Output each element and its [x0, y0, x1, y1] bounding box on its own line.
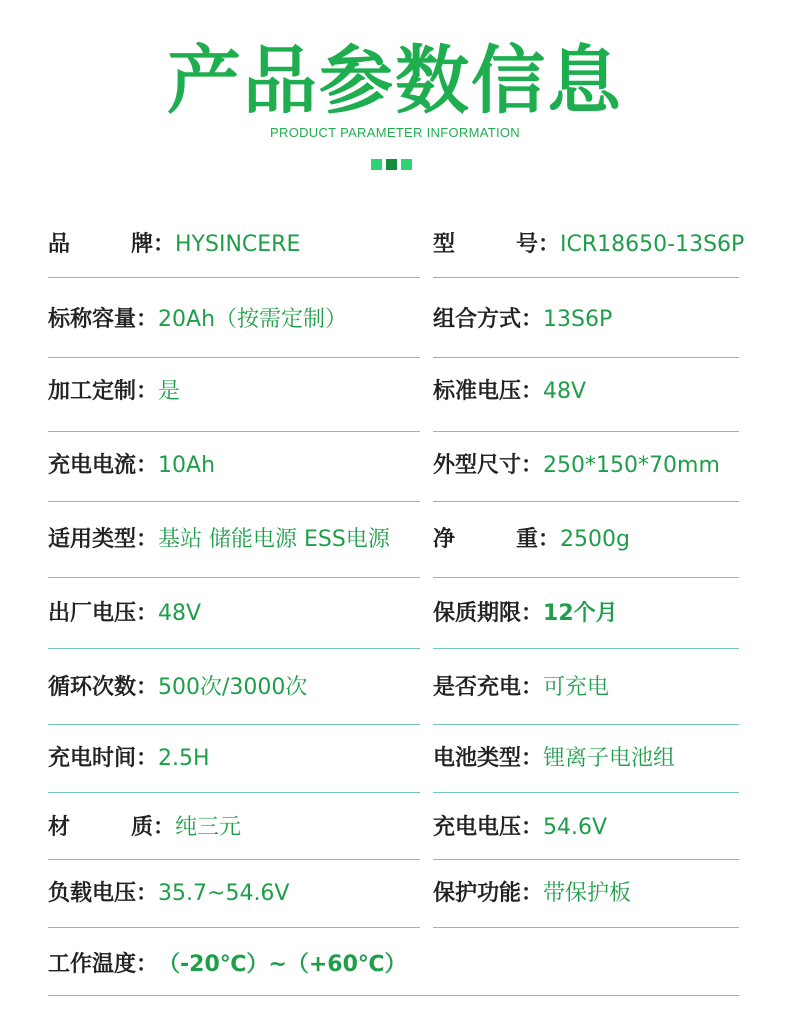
spec-label: 充电电流	[48, 453, 137, 478]
row-divider	[433, 431, 739, 432]
row-divider	[433, 357, 739, 358]
spec-colon: ：	[521, 675, 544, 700]
spec-item	[433, 304, 612, 336]
spec-label: 标准电压	[433, 379, 522, 404]
row-divider	[48, 792, 420, 793]
row-divider	[433, 927, 739, 928]
spec-label: 循环次数	[48, 675, 137, 700]
row-divider	[48, 501, 420, 502]
spec-item	[433, 229, 744, 261]
spec-item	[433, 743, 675, 775]
spec-label: 型 号	[433, 232, 538, 257]
spec-item	[48, 229, 300, 261]
spec-value: 20Ah（按需定制）	[158, 307, 348, 332]
spec-value: 纯三元	[175, 815, 242, 840]
spec-label: 保质期限	[433, 601, 522, 626]
spec-item	[433, 878, 631, 910]
spec-colon: ：	[136, 952, 159, 977]
spec-value: 10Ah	[158, 453, 216, 478]
row-divider	[48, 859, 420, 860]
spec-colon: ：	[521, 453, 544, 478]
spec-colon: ：	[136, 379, 159, 404]
spec-value: （-20℃）~（+60℃）	[158, 952, 407, 977]
spec-item	[48, 672, 307, 704]
spec-item	[48, 878, 289, 910]
spec-value: 48V	[158, 601, 202, 626]
spec-value: 13S6P	[543, 307, 613, 332]
spec-item	[433, 524, 630, 556]
spec-colon: ：	[521, 601, 544, 626]
spec-item	[433, 812, 607, 844]
row-divider	[433, 648, 739, 649]
spec-label: 组合方式	[433, 307, 522, 332]
dot-icon	[401, 159, 412, 170]
spec-label: 品 牌	[48, 232, 153, 257]
row-divider	[48, 724, 420, 725]
spec-colon: ：	[136, 746, 159, 771]
spec-value: 2500g	[560, 527, 630, 552]
page-title: 产品参数信息	[167, 38, 623, 124]
spec-item	[48, 376, 180, 408]
row-divider	[433, 501, 739, 502]
spec-colon: ：	[136, 675, 159, 700]
spec-label: 保护功能	[433, 881, 522, 906]
spec-colon: ：	[153, 815, 176, 840]
spec-value: 500次/3000次	[158, 675, 308, 700]
spec-label: 充电时间	[48, 746, 137, 771]
spec-label: 适用类型	[48, 527, 137, 552]
spec-colon: ：	[521, 881, 544, 906]
spec-label: 加工定制	[48, 379, 137, 404]
spec-label: 出厂电压	[48, 601, 137, 626]
spec-item	[433, 598, 618, 630]
spec-label: 电池类型	[433, 746, 522, 771]
spec-item	[48, 949, 407, 981]
row-divider	[433, 792, 739, 793]
spec-colon: ：	[521, 307, 544, 332]
spec-value: 54.6V	[543, 815, 608, 840]
spec-colon: ：	[136, 601, 159, 626]
spec-value: 可充电	[543, 675, 610, 700]
spec-value: HYSINCERE	[175, 232, 301, 257]
spec-value: 48V	[543, 379, 587, 404]
spec-item	[48, 524, 390, 556]
row-divider	[433, 577, 739, 578]
spec-item	[433, 376, 586, 408]
row-divider	[433, 277, 739, 278]
row-divider	[48, 995, 739, 996]
spec-value: 带保护板	[543, 881, 632, 906]
spec-label: 材 质	[48, 815, 153, 840]
spec-item	[48, 450, 215, 482]
spec-colon: ：	[521, 815, 544, 840]
spec-item	[48, 743, 210, 775]
spec-value: 35.7~54.6V	[158, 881, 290, 906]
dot-icon	[371, 159, 382, 170]
decorative-dots	[371, 159, 412, 170]
spec-value: 2.5H	[158, 746, 210, 771]
spec-label: 负载电压	[48, 881, 137, 906]
spec-value: ICR18650-13S6P	[560, 232, 745, 257]
row-divider	[48, 277, 420, 278]
spec-item	[48, 598, 201, 630]
row-divider	[433, 724, 739, 725]
spec-colon: ：	[538, 527, 561, 552]
spec-label: 是否充电	[433, 675, 522, 700]
spec-colon: ：	[521, 379, 544, 404]
spec-value: 是	[158, 379, 181, 404]
spec-colon: ：	[538, 232, 561, 257]
spec-colon: ：	[153, 232, 176, 257]
spec-value: 250*150*70mm	[543, 453, 720, 478]
row-divider	[48, 648, 420, 649]
row-divider	[433, 859, 739, 860]
spec-label: 净 重	[433, 527, 538, 552]
row-divider	[48, 431, 420, 432]
spec-label: 外型尺寸	[433, 453, 522, 478]
row-divider	[48, 357, 420, 358]
spec-item	[433, 672, 609, 704]
spec-label: 工作温度	[48, 952, 137, 977]
spec-colon: ：	[136, 453, 159, 478]
page-subtitle: PRODUCT PARAMETER INFORMATION	[270, 125, 520, 140]
spec-item	[48, 304, 347, 336]
spec-label: 充电电压	[433, 815, 522, 840]
spec-colon: ：	[521, 746, 544, 771]
row-divider	[48, 927, 420, 928]
spec-item	[433, 450, 720, 482]
dot-icon	[386, 159, 397, 170]
spec-colon: ：	[136, 307, 159, 332]
spec-value: 锂离子电池组	[543, 746, 676, 771]
spec-value: 12个月	[543, 601, 618, 626]
spec-item	[48, 812, 241, 844]
spec-value: 基站 储能电源 ESS电源	[158, 527, 390, 552]
row-divider	[48, 577, 420, 578]
spec-label: 标称容量	[48, 307, 137, 332]
spec-colon: ：	[136, 527, 159, 552]
spec-colon: ：	[136, 881, 159, 906]
